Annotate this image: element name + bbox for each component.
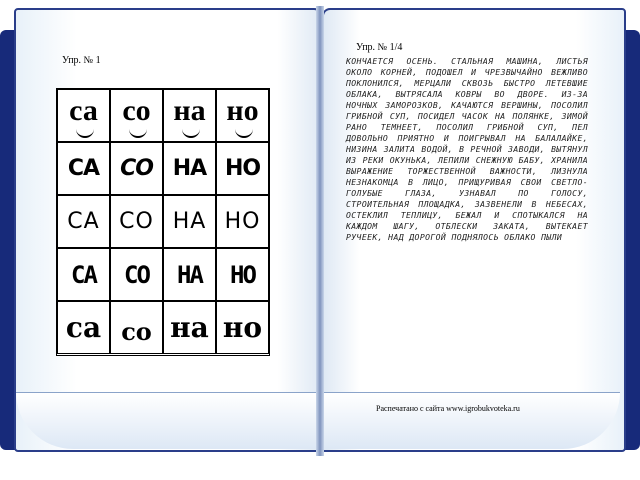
- footer-note: Распечатано с сайта www.igrobukvoteka.ru: [376, 404, 520, 413]
- syllable-cell: но: [216, 89, 269, 142]
- right-page-curl: [324, 392, 620, 449]
- syllable-cell: на: [163, 301, 216, 354]
- syllable-cell: НА: [163, 195, 216, 248]
- syllable-cell: но: [216, 301, 269, 354]
- syllable-cell: НО: [216, 248, 269, 301]
- book-spine: [316, 6, 324, 456]
- syllable-cell: со: [110, 89, 163, 142]
- right-exercise-label: Упр. № 1/4: [356, 42, 403, 53]
- left-exercise-label: Упр. № 1: [62, 55, 101, 66]
- reading-text: КОНЧАЕТСЯ ОСЕНЬ. СТАЛЬНАЯ МАШИНА, ЛИСТЬЯ ОКОЛО КОРНЕЙ, ПОДОШЕЛ И ЧРЕЗВЫЧАЙНО ВЕЖЛИВО ПОКЛОНИЛСЯ, МЕРЦАЛИ СКВОЗЬ БЫСТРО ЛЕТЕВШИЕ ОБЛАКА, ВЫТРЯСАЛА КОВРЫ ВО ДВОРЕ. ИЗ-ЗА НОЧНЫХ ЗАМОРОЗКОВ, КАЧАЮТСЯ ВЕРШИНЫ, ПОСОЛИЛ ГРИБНОЙ СУП, ПОСИДЕЛ ЧАСОК НА ПОЛЯНКЕ, ЗИМОЙ РАНО ТЕМНЕЕТ, ПОСОЛИЛ ГРИБНОЙ СУП, ПЕЛ ДОВОЛЬНО ПРИЯТНО И ПОИГРЫВАЛ НА БАЛАЛАЙКЕ, НИЗИНА ЗАЛИТА ВОДОЙ, В РЕЧНОЙ ЗАВОДИ, ВЫТЯНУЛ ИЗ РЕКИ ОКУНЬКА, ЛЕПИЛИ СНЕЖНУЮ БАБУ, ХРАНИЛА ВЫРАЖЕНИЕ ТОРЖЕСТВЕННОЙ ВАЖНОСТИ, ЛИЗНУЛА НЕЗНАКОМЦА В ЛИЦО, ПРИЩУРИВАЯ СВОИ СВЕТЛО-ГОЛУБЫЕ ГЛАЗА, УЗНАВАЛ ПО ГОЛОСУ, СТРОИТЕЛЬНАЯ ПЛОЩАДКА, ЗАЗВЕНЕЛИ В НЕБЕСАХ, ОСТЕКЛИЛ ТЕПЛИЦУ, БЕЖАЛ И СПОТЫКАЛСЯ НА КАЖДОМ ШАГУ, ОТБЛЕСКИ ЗАКАТА, ВЫТЕКАЕТ РУЧЕЕК, НАД ДОРОГОЙ ПОДНЯЛОСЬ ОБЛАКО ПЫЛИ: [346, 56, 588, 242]
- syllable-cell: НА: [163, 248, 216, 301]
- left-page-curl: [16, 392, 316, 449]
- arc-mark: [182, 128, 200, 138]
- syllable-cell: СО: [110, 248, 163, 301]
- syllable-cell: СА: [57, 142, 110, 195]
- syllable-cell: са: [57, 301, 110, 354]
- syllable-cell: со: [110, 301, 163, 354]
- syllable-grid: [56, 88, 270, 356]
- syllable-cell: СО: [110, 195, 163, 248]
- syllable-cell: НА: [163, 142, 216, 195]
- arc-mark: [129, 128, 147, 138]
- syllable-cell: НО: [216, 142, 269, 195]
- syllable-cell: СА: [57, 248, 110, 301]
- syllable-cell: на: [163, 89, 216, 142]
- arc-mark: [76, 128, 94, 138]
- syllable-cell: са: [57, 89, 110, 142]
- arc-mark: [235, 128, 253, 138]
- syllable-cell: СА: [57, 195, 110, 248]
- syllable-cell: СО: [110, 142, 163, 195]
- syllable-cell: НО: [216, 195, 269, 248]
